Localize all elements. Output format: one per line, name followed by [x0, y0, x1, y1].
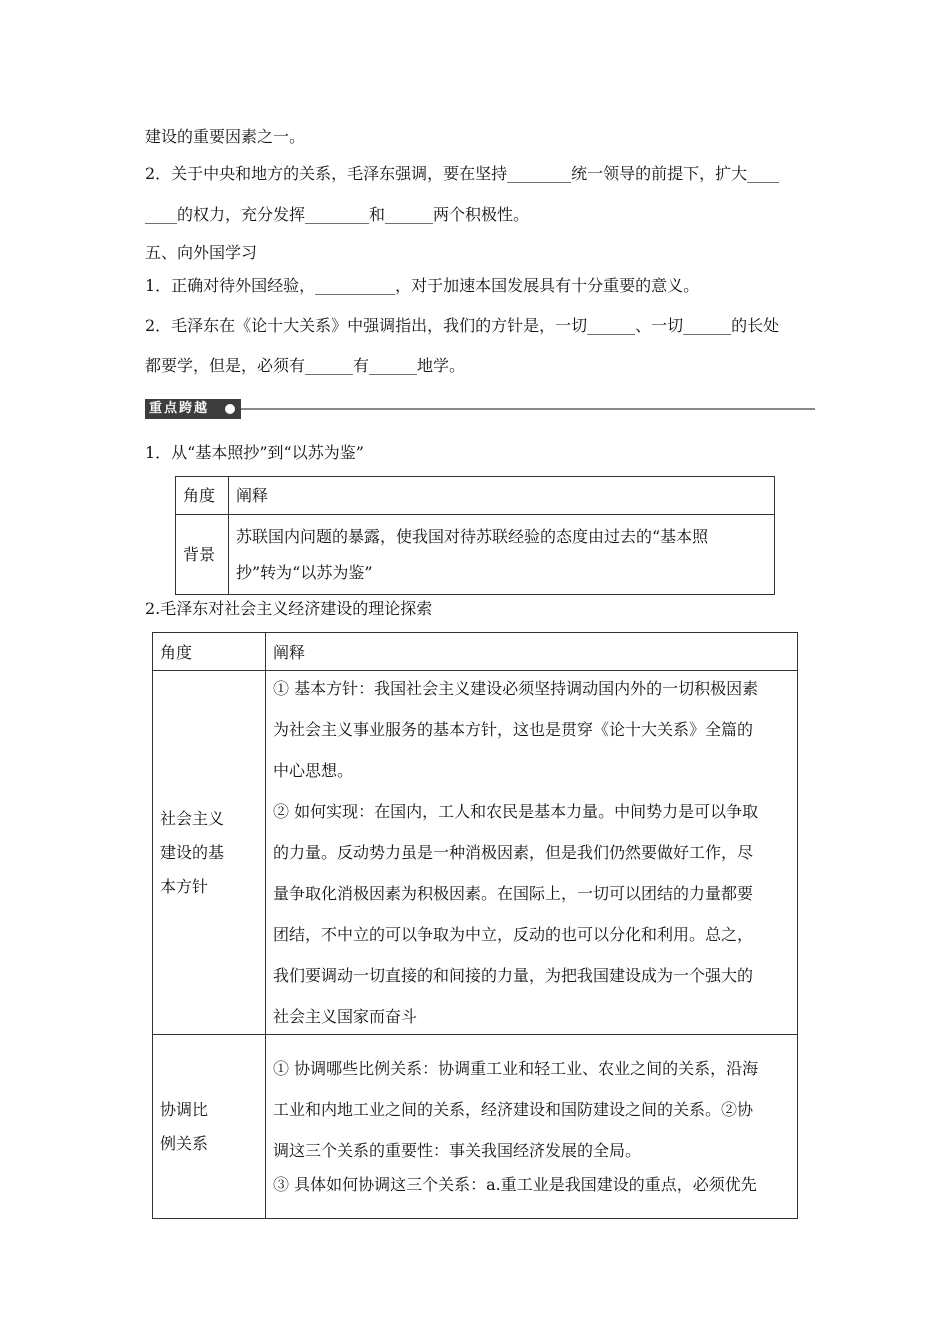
content-line: 量争取化消极因素为积极因素。在国际上，一切可以团结的力量都要	[273, 883, 754, 903]
question-2b-line-1: 2．毛泽东在《论十大关系》中强调指出，我们的方针是，一切______、一切______的长处	[145, 316, 780, 335]
divider	[241, 408, 815, 410]
question-1-line: 1．正确对待外国经验，__________，对于加速本国发展具有十分重要的意义。	[145, 276, 700, 295]
table-header-row	[176, 477, 775, 515]
row-content	[266, 671, 798, 1035]
table-row	[176, 515, 775, 595]
table2-title: 2.毛泽东对社会主义经济建设的理论探索	[145, 599, 433, 618]
table-row	[153, 1035, 798, 1219]
header-cell: 阐释	[266, 633, 798, 671]
table1-title: 1．从“基本照抄”到“以苏为鉴”	[145, 443, 364, 462]
row-label	[153, 671, 266, 1035]
content-line: ① 基本方针：我国社会主义建设必须坚持调动国内外的一切积极因素	[273, 678, 759, 698]
label-line: 社会主义	[160, 808, 225, 828]
table-row	[153, 671, 798, 1035]
label-line: 例关系	[160, 1133, 209, 1153]
bullet-icon	[225, 404, 235, 414]
row-label	[153, 1035, 266, 1219]
content-line: 调这三个关系的重要性：事关我国经济发展的全局。	[273, 1140, 642, 1160]
table-2	[152, 632, 798, 1219]
row-content	[266, 1035, 798, 1219]
content-line: 的力量。反动势力虽是一种消极因素，但是我们仍然要做好工作，尽	[273, 842, 754, 862]
question-2b-line-2: 都要学，但是，必须有______有______地学。	[145, 356, 466, 375]
section-heading-5: 五、向外国学习	[145, 243, 258, 262]
section-label: 重点跨越	[149, 401, 210, 416]
header-cell: 角度	[153, 633, 266, 671]
label-line: 协调比	[160, 1099, 209, 1119]
text-line: 建设的重要因素之一。	[145, 127, 306, 146]
question-2-line-1: 2．关于中央和地方的关系，毛泽东强调，要在坚持________统一领导的前提下，扩大____	[145, 164, 780, 183]
header-cell: 阐释	[229, 477, 775, 515]
header-cell: 角度	[176, 477, 229, 515]
content-line: 抄”转为“以苏为鉴”	[236, 562, 373, 582]
content-line: 工业和内地工业之间的关系，经济建设和国防建设之间的关系。②协	[273, 1099, 754, 1119]
content-line: ② 如何实现：在国内，工人和农民是基本力量。中间势力是可以争取	[273, 801, 759, 821]
table-header-row	[153, 633, 798, 671]
content-line: 苏联国内问题的暴露，使我国对待苏联经验的态度由过去的“基本照	[236, 526, 709, 546]
content-line: ① 协调哪些比例关系：协调重工业和轻工业、农业之间的关系，沿海	[273, 1058, 759, 1078]
table-1	[175, 476, 775, 595]
row-content	[229, 515, 775, 595]
question-2-line-2: ____的权力，充分发挥________和______两个积极性。	[145, 205, 530, 224]
label-line: 本方针	[160, 876, 209, 896]
content-line: 为社会主义事业服务的基本方针，这也是贯穿《论十大关系》全篇的	[273, 719, 754, 739]
label-line: 建设的基	[160, 842, 225, 862]
content-line: 团结，不中立的可以争取为中立，反动的也可以分化和利用。总之，	[273, 924, 754, 944]
section-banner	[145, 399, 815, 419]
content-line: 中心思想。	[273, 760, 354, 780]
row-label: 背景	[176, 515, 229, 595]
content-line: 社会主义国家而奋斗	[273, 1006, 418, 1026]
content-line: ③ 具体如何协调这三个关系：a.重工业是我国建设的重点，必须优先	[273, 1174, 757, 1194]
content-line: 我们要调动一切直接的和间接的力量，为把我国建设成为一个强大的	[273, 965, 754, 985]
